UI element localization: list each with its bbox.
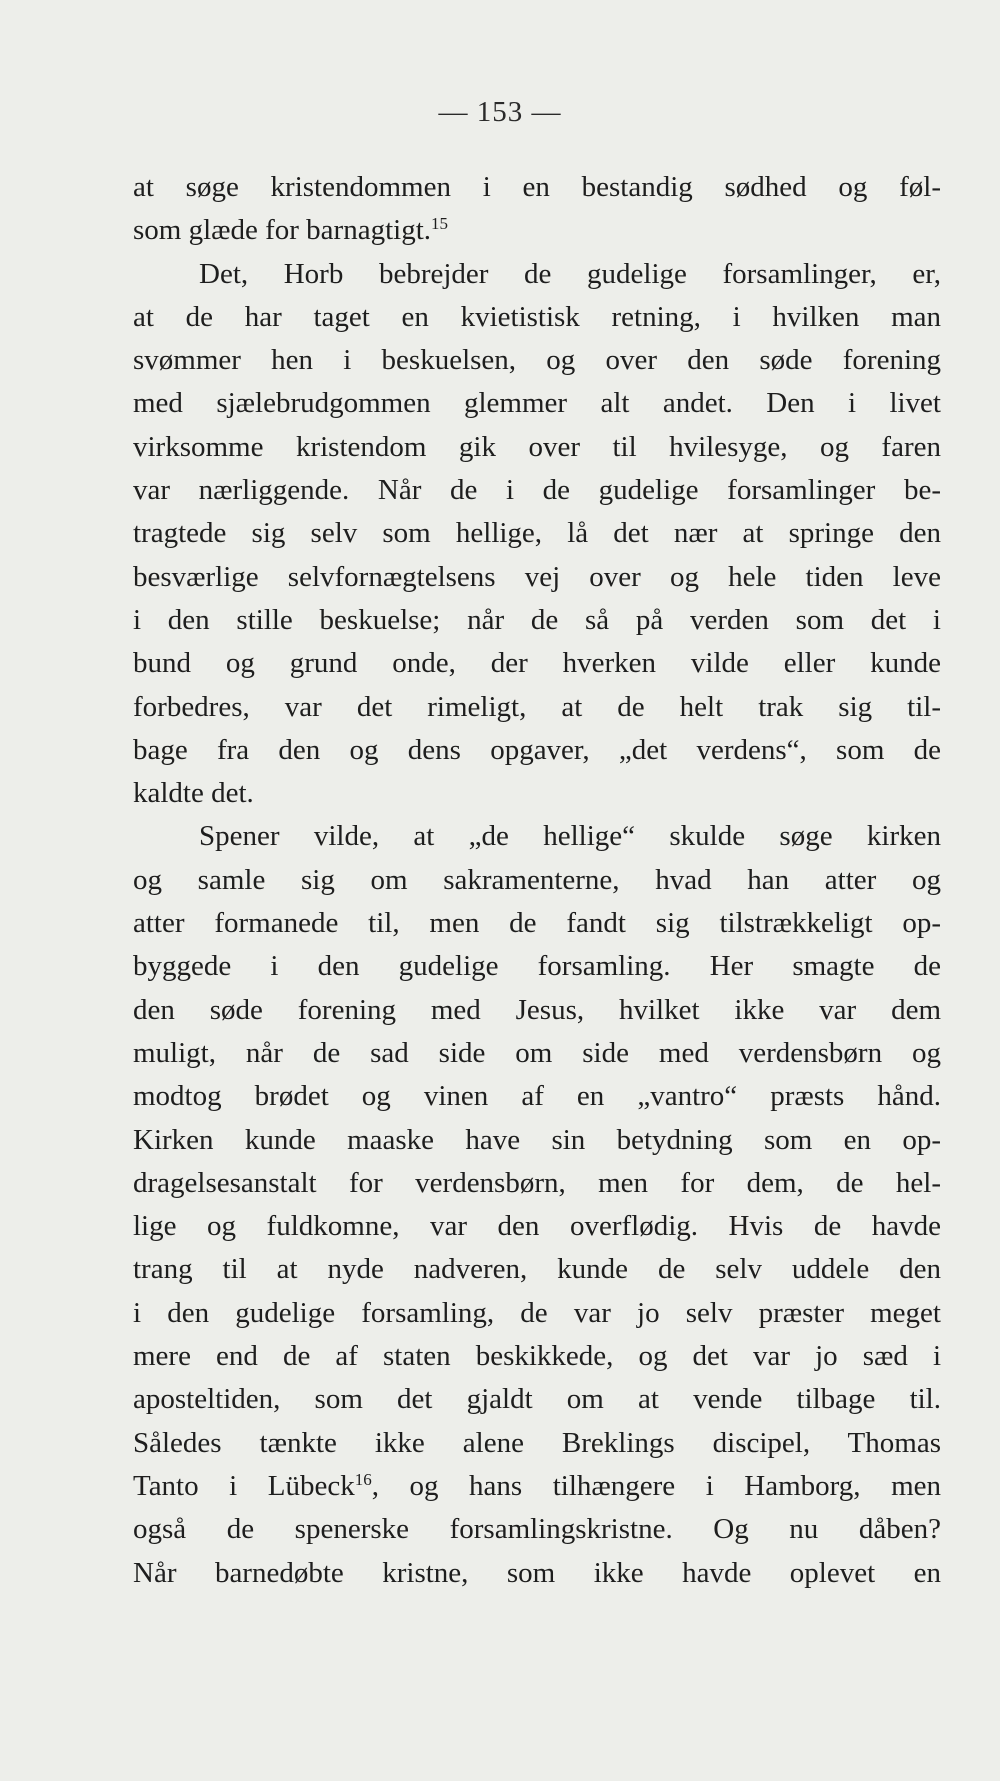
- text-line-content: Således tænkte ikke alene Breklings discipel, Thomas: [133, 1426, 941, 1459]
- text-line-content: med sjælebrudgommen glemmer alt andet. Den i livet: [133, 387, 941, 420]
- body-text: [133, 166, 941, 1595]
- text-line: [133, 1075, 941, 1118]
- text-line-content: Når barnedøbte kristne, som ikke havde oplevet en: [133, 1556, 941, 1589]
- footnote-marker: 16: [354, 1469, 372, 1489]
- text-line: [133, 1248, 941, 1291]
- text-line: [133, 1508, 941, 1551]
- text-line-content: var nærliggende. Når de i de gudelige forsamlinger be-: [133, 474, 941, 507]
- text-line: [133, 729, 941, 772]
- text-line-content: muligt, når de sad side om side med verdensbørn og: [133, 1036, 941, 1069]
- text-line-content: og samle sig om sakramenterne, hvad han atter og: [133, 863, 941, 896]
- text-line: [133, 209, 941, 252]
- text-line: [133, 815, 941, 858]
- text-line: [133, 1422, 941, 1465]
- text-line-content: at de har taget en kvietistisk retning, i hvilken man: [133, 300, 941, 333]
- text-line: [133, 1465, 941, 1508]
- text-line-content: modtog brødet og vinen af en „vantro“ præsts hånd.: [133, 1080, 941, 1113]
- text-line-content: at søge kristendommen i en bestandig sødhed og føl-: [133, 171, 941, 203]
- text-line-content: dragelsesanstalt for verdensbørn, men for dem, de hel-: [133, 1166, 941, 1199]
- text-line: [133, 469, 941, 512]
- text-line: [133, 1335, 941, 1378]
- text-line-content: bage fra den og dens opgaver, „det verdens“, som de: [133, 733, 941, 766]
- text-line-content: svømmer hen i beskuelsen, og over den søde forening: [133, 344, 941, 377]
- text-line: [133, 1119, 941, 1162]
- text-line: [133, 426, 941, 469]
- text-line: [133, 642, 941, 685]
- text-line: [133, 1292, 941, 1335]
- footnote-marker: 15: [431, 214, 449, 234]
- text-line-content: bund og grund onde, der hverken vilde eller kunde: [133, 647, 941, 680]
- text-line: [133, 382, 941, 425]
- text-line: [133, 1032, 941, 1075]
- text-line: [133, 339, 941, 382]
- text-line: [133, 556, 941, 599]
- text-line-content: forbedres, var det rimeligt, at de helt trak sig til-: [133, 690, 941, 723]
- text-line-content: Tanto i Lübeck: [133, 1469, 355, 1502]
- text-line: [133, 902, 941, 945]
- text-line: [133, 1552, 941, 1595]
- text-line: [133, 512, 941, 555]
- text-line-content: som glæde for barnagtigt.: [133, 214, 432, 247]
- text-line: [133, 253, 941, 296]
- text-line: [133, 599, 941, 642]
- text-line: [133, 989, 941, 1032]
- text-line-content: lige og fuldkomne, var den overflødig. Hvis de havde: [133, 1210, 941, 1243]
- text-line: [133, 166, 941, 209]
- text-line-content: i den stille beskuelse; når de så på verden som det i: [133, 603, 941, 636]
- text-line: [133, 686, 941, 729]
- text-line: [133, 1378, 941, 1421]
- text-line-content: aposteltiden, som det gjaldt om at vende tilbage til.: [133, 1383, 941, 1416]
- text-line-content: trang til at nyde nadveren, kunde de selv uddele den: [133, 1253, 941, 1286]
- text-line-content: virksomme kristendom gik over til hvilesyge, og faren: [133, 430, 941, 463]
- text-line-content: Det, Horb bebrejder de gudelige forsamlinger, er,: [199, 257, 941, 290]
- text-line-content: byggede i den gudelige forsamling. Her smagte de: [133, 950, 941, 983]
- text-line-content: Spener vilde, at „de hellige“ skulde søge kirken: [199, 820, 941, 853]
- text-line: [133, 1162, 941, 1205]
- text-line-content: i den gudelige forsamling, de var jo selv præster meget: [133, 1296, 941, 1329]
- text-line: [133, 859, 941, 902]
- text-line-content: tragtede sig selv som hellige, lå det nær at springe den: [133, 517, 941, 550]
- text-line-content: den søde forening med Jesus, hvilket ikke var dem: [133, 993, 941, 1026]
- text-line-content: kaldte det.: [133, 777, 254, 810]
- text-line-continuation: , og hans tilhængere i Hamborg, men: [371, 1469, 942, 1502]
- text-line: [133, 945, 941, 988]
- text-line-content: atter formanede til, men de fandt sig tilstrækkeligt op-: [133, 907, 941, 940]
- text-line-content: Kirken kunde maaske have sin betydning som en op-: [133, 1123, 941, 1156]
- text-line-content: besværlige selvfornægtelsens vej over og hele tiden leve: [133, 560, 941, 593]
- text-line-content: mere end de af staten beskikkede, og det var jo sæd i: [133, 1340, 941, 1373]
- text-line-content: også de spenerske forsamlingskristne. Og nu dåben?: [133, 1513, 941, 1546]
- text-line: [133, 772, 941, 815]
- text-line: [133, 1205, 941, 1248]
- page-number: — 153 —: [438, 96, 562, 128]
- text-line: [133, 296, 941, 339]
